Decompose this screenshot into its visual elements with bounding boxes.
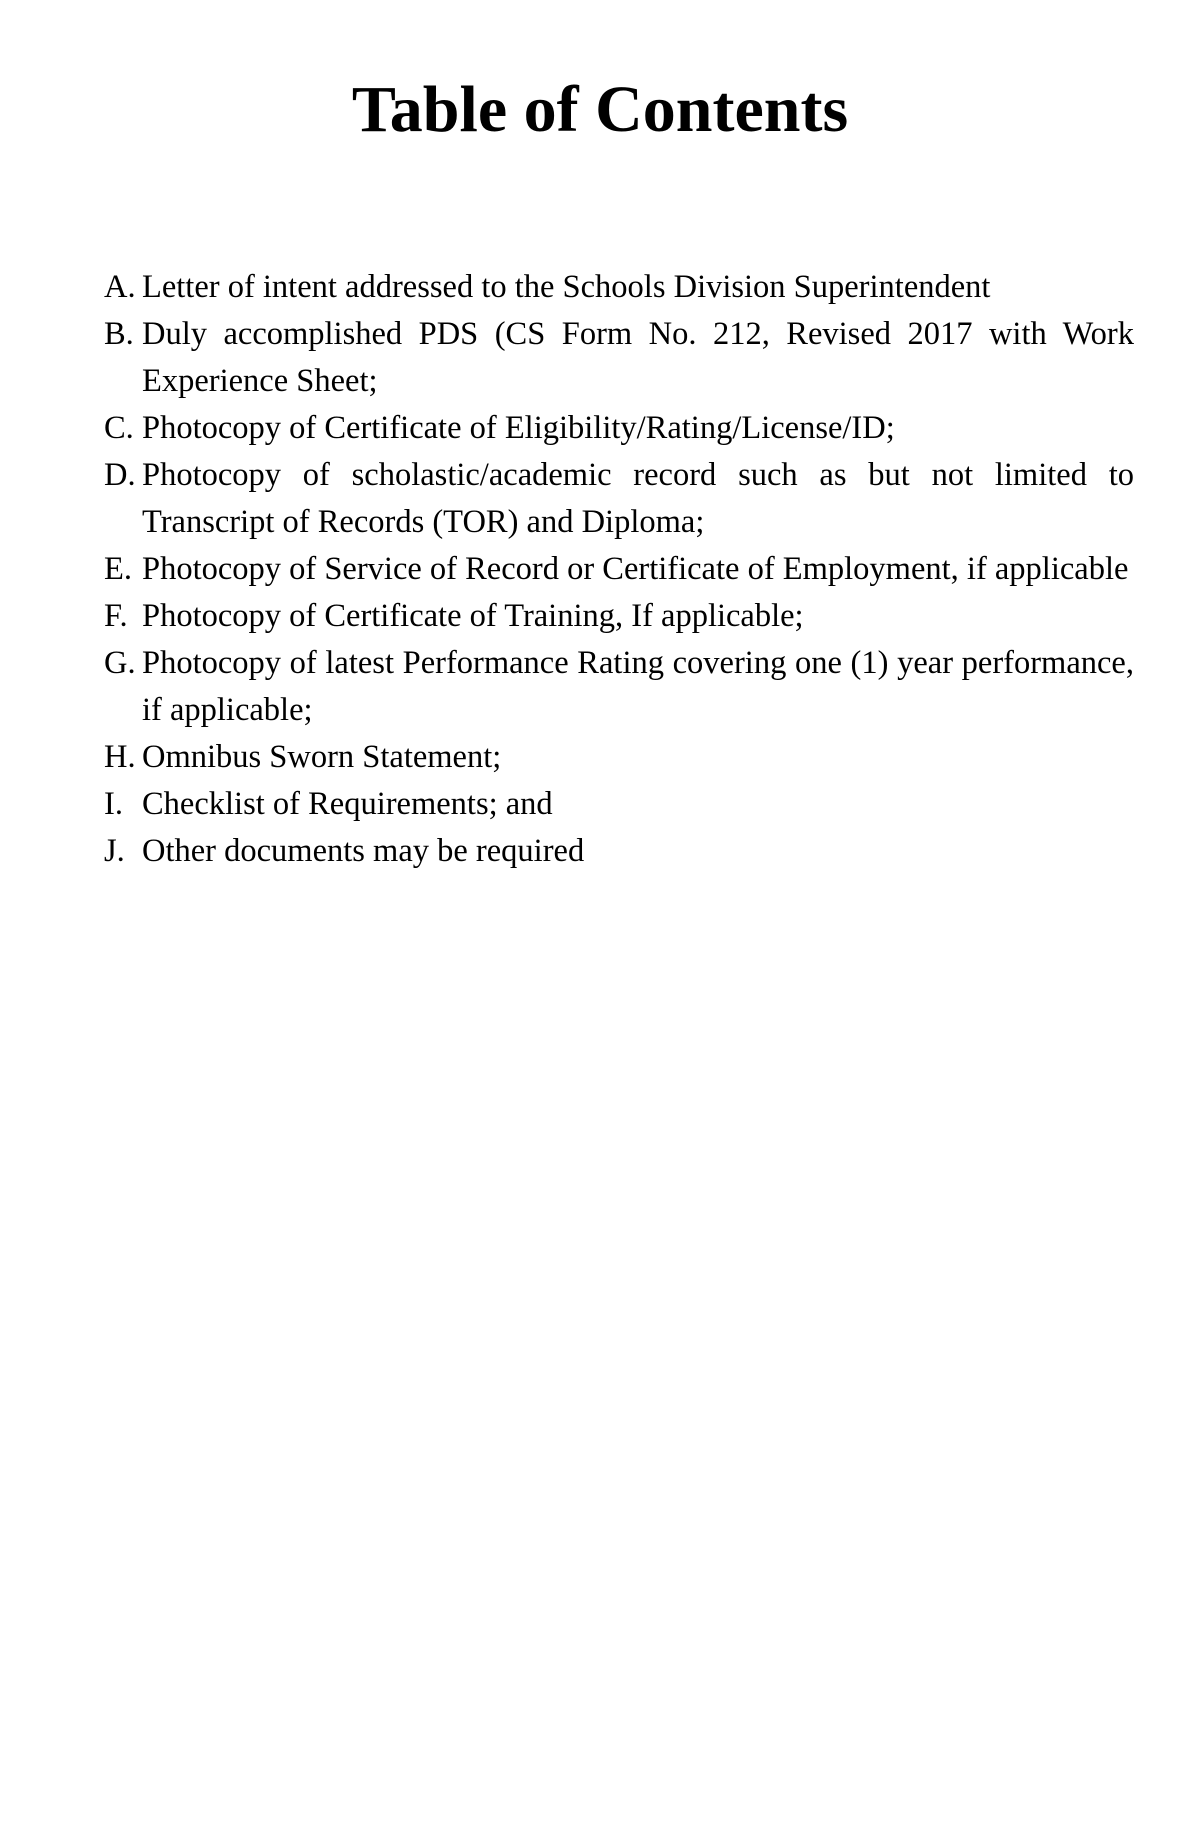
- list-item: [104, 781, 1134, 828]
- list-item: [104, 640, 1134, 734]
- item-letter: A.: [104, 269, 136, 305]
- item-letter: I.: [104, 786, 123, 822]
- item-text: Photocopy of latest Performance Rating covering one (1) year performance, if applicable;: [142, 645, 1134, 728]
- item-text: Photocopy of Service of Record or Certificate of Employment, if applicable: [142, 551, 1129, 587]
- list-item: [104, 828, 1134, 875]
- list-item: [104, 405, 1134, 452]
- item-text: Letter of intent addressed to the Schools Division Superintendent: [142, 269, 991, 305]
- item-text: Photocopy of Certificate of Training, If applicable;: [142, 598, 804, 634]
- item-letter: J.: [104, 833, 125, 869]
- item-text: Omnibus Sworn Statement;: [142, 739, 502, 775]
- list-item: [104, 311, 1134, 405]
- item-letter: C.: [104, 410, 134, 446]
- list-item: [104, 546, 1134, 593]
- list-item: [104, 593, 1134, 640]
- item-letter: E.: [104, 551, 132, 587]
- item-letter: B.: [104, 316, 134, 352]
- item-text: Checklist of Requirements; and: [142, 786, 553, 822]
- page-title: Table of Contents: [351, 73, 849, 146]
- list-item: [104, 264, 1134, 311]
- item-letter: D.: [104, 457, 136, 493]
- item-text: Other documents may be required: [142, 833, 585, 869]
- item-letter: H.: [104, 739, 136, 775]
- list-item: [104, 734, 1134, 781]
- item-text: Photocopy of Certificate of Eligibility/Rating/License/ID;: [142, 410, 895, 446]
- item-letter: F.: [104, 598, 128, 634]
- list-item: [104, 452, 1134, 546]
- item-text: Duly accomplished PDS (CS Form No. 212, Revised 2017 with Work Experience Sheet;: [142, 316, 1134, 399]
- item-text: Photocopy of scholastic/academic record such as but not limited to Transcript of Records (TOR) and Diploma;: [142, 457, 1134, 540]
- item-letter: G.: [104, 645, 136, 681]
- table-of-contents-list: [104, 264, 1134, 875]
